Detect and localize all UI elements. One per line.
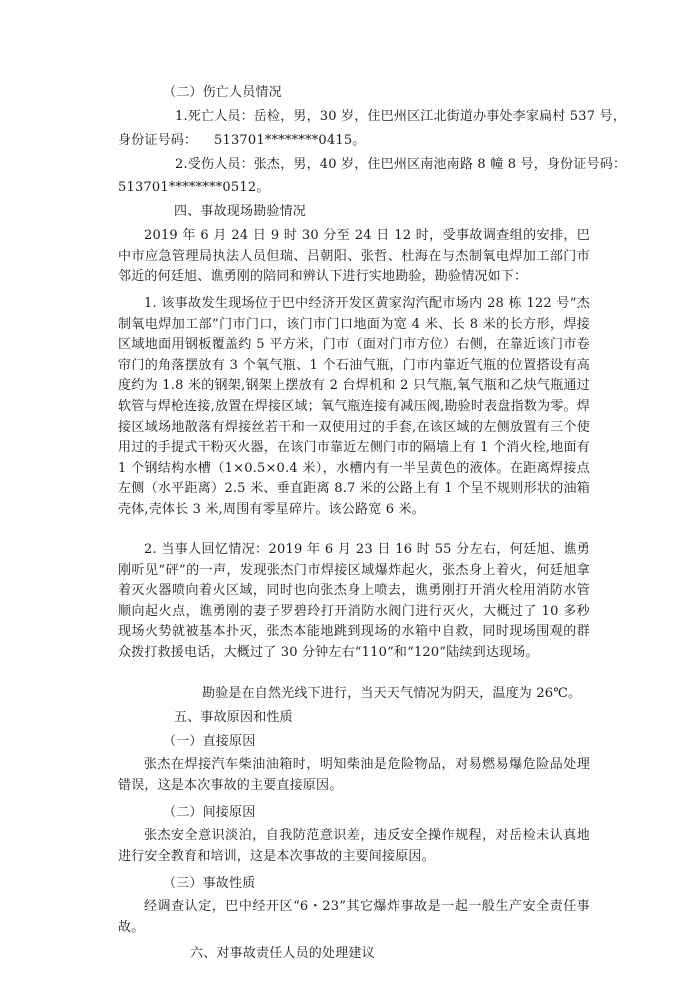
casualties-heading: （二）伤亡人员情况 <box>163 85 282 100</box>
nature-heading: （三）事故性质 <box>163 876 256 891</box>
direct-cause-heading: （一）直接原因 <box>163 734 256 749</box>
injured-person-line: 2.受伤人员：张杰，男，40 岁，住巴州区南池南路 8 幢 8 号，身份证号码： <box>175 157 627 172</box>
indirect-cause-heading: （二）间接原因 <box>163 805 256 820</box>
survey-heading: 四、事故现场勘验情况 <box>174 204 307 219</box>
cause-heading: 五、事故原因和性质 <box>174 710 293 725</box>
survey-item-1-paragraph: 1. 该事故发生现场位于巴中经济开发区黄家沟汽配市场内 28 栋 122 号“杰制氧电焊加工部”门市门口，该门市门口地面为宽 4 米、长 8 米的长方形，焊接区域地面用钢板覆盖约 5 平方米，门市（面对门市方位）右侧，在靠近该门市卷帘门的角落摆放有 3 个氧气瓶、1 个石油气瓶，门市内靠近气瓶的位置搭设有高度约为 1.8 米的钢架,钢架上摆放有 2 台焊机和 2 只气瓶,氧气瓶和乙炔气瓶通过软管与焊枪连接,放置在焊接区域；氧气瓶连接有减压阀,勘验时表盘指数为零。焊接区域场地散落有焊接丝若干和一双使用过的手套,在该区域的左侧放置有三个使用过的手提式干粉灭火器，在该门市靠近左侧门市的隔墙上有 1 个消火栓,地面有 1 个钢结构水槽（1×0.5×0.4 米），水槽内有一半呈黄色的液体。在距离焊接点左侧（水平距离）2.5 米、垂直距离 8.7 米的公路上有 1 个呈不规则形状的油箱壳体,壳体长 3 米,周围有零星碎片。该公路宽 6 米。 <box>118 296 590 517</box>
survey-weather-line: 勘验是在自然光线下进行，当天天气情况为阴天，温度为 26℃。 <box>202 686 582 701</box>
handling-heading: 六、对事故责任人员的处理建议 <box>190 946 375 961</box>
indirect-cause-paragraph: 张杰安全意识淡泊，自我防范意识差，违反安全操作规程，对岳检未认真地进行安全教育和培训，这是本次事故的主要间接原因。 <box>118 828 590 864</box>
dead-person-id-label: 身份证号码： <box>118 133 198 148</box>
dead-person-id: 513701********0415。 <box>214 133 366 148</box>
survey-item-2-paragraph: 2. 当事人回忆情况：2019 年 6 月 23 日 16 时 55 分左右，何廷旭、谯勇刚听见“砰”的一声，发现张杰门市焊接区域爆炸起火，张杰身上着火，何廷旭拿着灭火器喷向着火区域，同时也向张杰身上喷去，谯勇刚打开消火栓用消防水管顺向起火点，谯勇刚的妻子罗碧玲打开消防水阀门进行灭火，大概过了 10 多秒现场火势就被基本扑灭，张杰本能地跳到现场的水箱中自救，同时现场围观的群众拨打救援电话，大概过了 30 分钟左右“110”和“120”陆续到达现场。 <box>118 542 590 660</box>
injured-person-id: 513701********0512。 <box>118 180 270 195</box>
direct-cause-paragraph: 张杰在焊接汽车柴油油箱时，明知柴油是危险物品，对易燃易爆危险品处理错误，这是本次事故的主要直接原因。 <box>118 757 590 793</box>
survey-intro-paragraph: 2019 年 6 月 24 日 9 时 30 分至 24 日 12 时，受事故调查组的安排，巴中市应急管理局执法人员但瑞、吕朝阳、张哲、杜海在与杰制氧电焊加工部门市邻近的何廷旭、谯勇刚的陪同和辨认下进行实地勘验，勘验情况如下： <box>118 228 590 285</box>
nature-paragraph: 经调查认定，巴中经开区“6・23”其它爆炸事故是一起一般生产安全责任事故。 <box>118 899 590 935</box>
dead-person-line: 1.死亡人员：岳检，男，30 岁，住巴州区江北街道办事处李家扁村 537 号， <box>175 109 626 124</box>
